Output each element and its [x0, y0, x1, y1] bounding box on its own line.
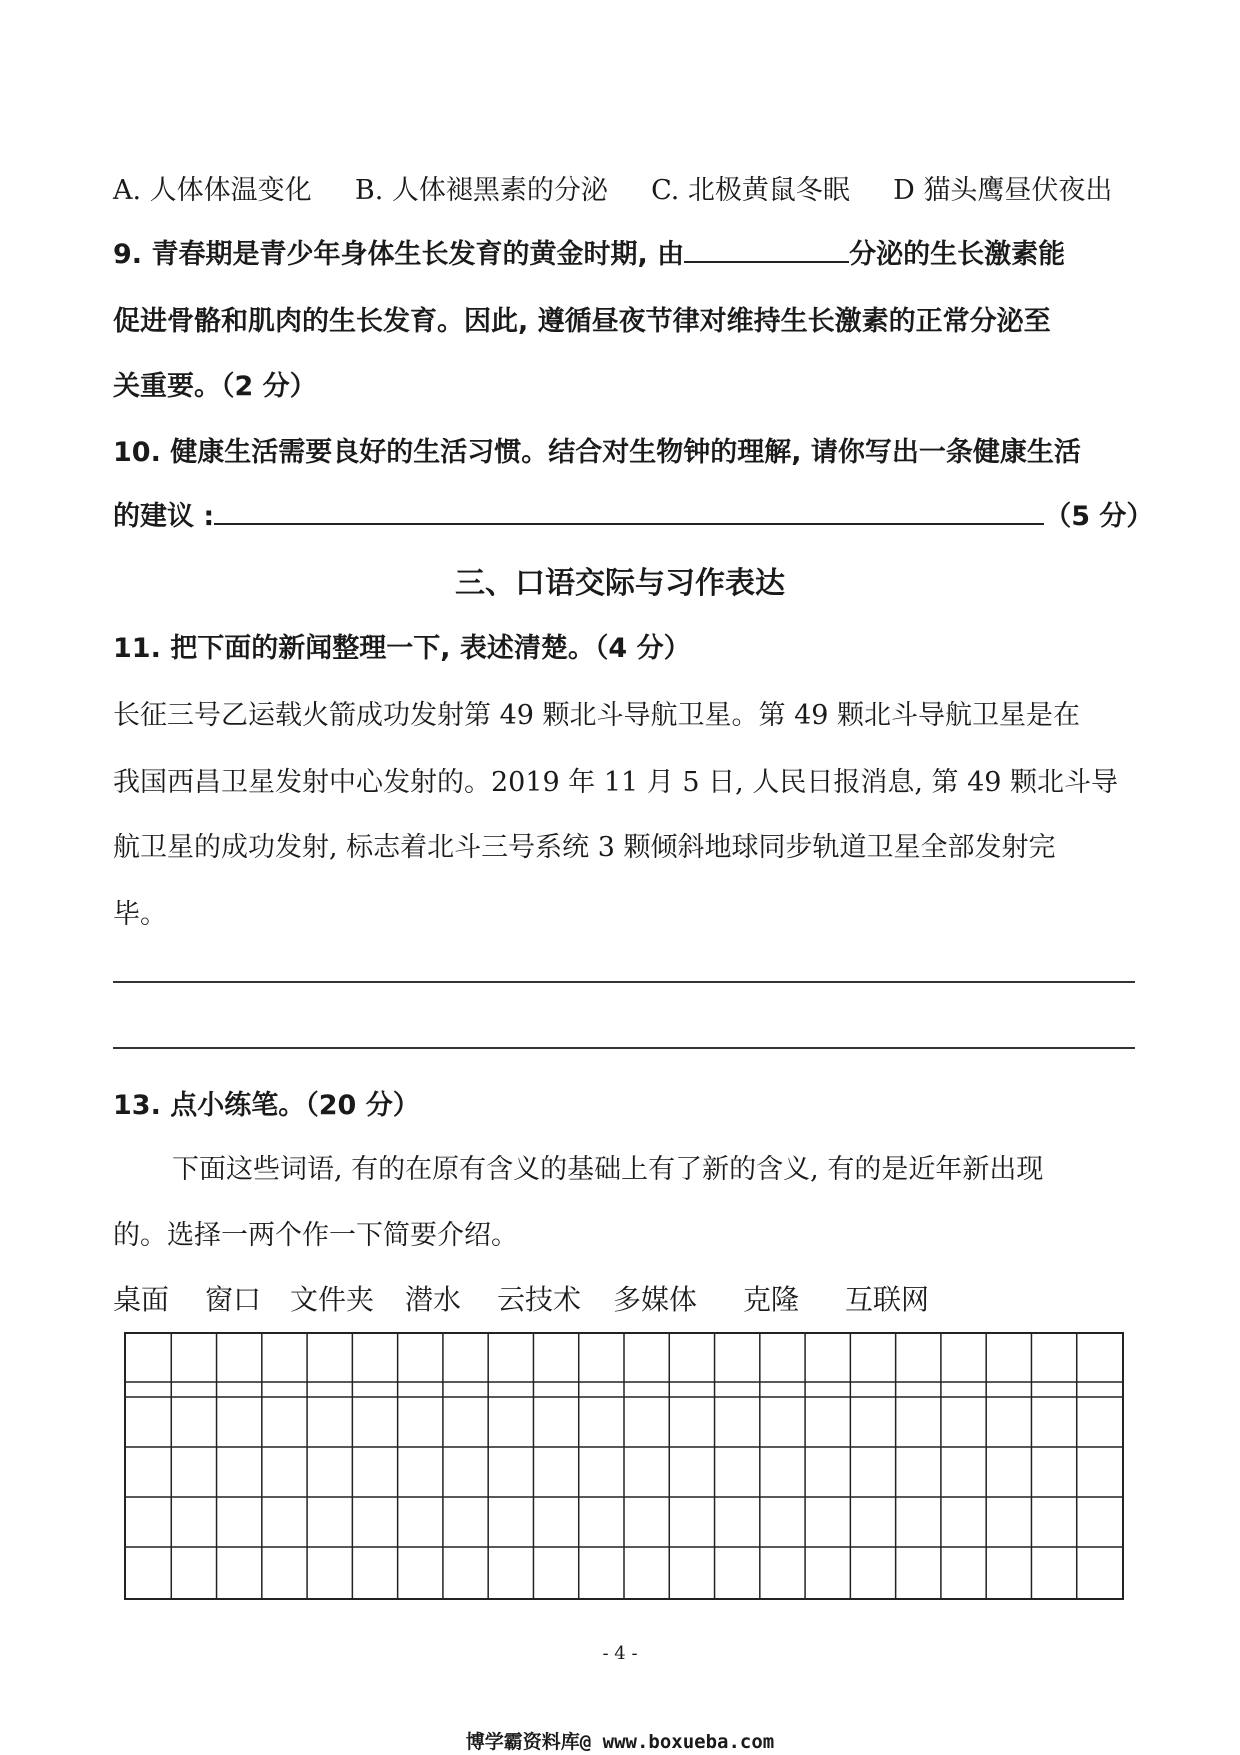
q13-instruction-line1: 下面这些词语, 有的在原有含义的基础上有了新的含义, 有的是近年新出现: [172, 1154, 1044, 1185]
q10-text-pre: 的建议 :: [113, 501, 215, 532]
word-item: 潜水: [405, 1283, 462, 1316]
word-item: 多媒体: [613, 1283, 698, 1316]
q11-passage-line1: 长征三号乙运载火箭成功发射第 49 颗北斗导航卫星。第 49 颗北斗导航卫星是在: [113, 700, 1081, 731]
answer-line-2[interactable]: [113, 1047, 1135, 1049]
word-item: 云技术: [497, 1283, 582, 1316]
q13-instruction-line2: 的。选择一两个作一下简要介绍。: [113, 1220, 518, 1251]
footer-watermark: 博学霸资料库@ www.boxueba.com: [465, 1731, 775, 1753]
q11-passage-line4: 毕。: [113, 899, 167, 930]
q9-line1: [113, 232, 1065, 271]
q10-answer-blank[interactable]: [214, 522, 1044, 525]
word-item: 文件夹: [290, 1283, 375, 1316]
q8-option-d: D 猫头鹰昼伏夜出: [893, 175, 1113, 206]
answer-line-1[interactable]: [113, 981, 1135, 983]
q9-line3: 关重要。（2 分）: [113, 371, 317, 402]
q10-points: （5 分）: [1044, 501, 1154, 532]
q11-passage-line2: 我国西昌卫星发射中心发射的。2019 年 11 月 5 日, 人民日报消息, 第 49 颗北斗导: [113, 767, 1119, 798]
q9-line2: 促进骨骼和肌肉的生长发育。因此, 遵循昼夜节律对维持生长激素的正常分泌至: [113, 306, 1051, 337]
q8-options: [113, 168, 1112, 207]
q8-option-a: A. 人体体温变化: [113, 175, 312, 206]
q8-option-b: B. 人体褪黑素的分泌: [354, 175, 608, 206]
section-title: 三、口语交际与习作表达: [455, 566, 785, 601]
q9-text-post: 分泌的生长激素能: [849, 239, 1066, 270]
word-item: 克隆: [743, 1283, 800, 1316]
writing-grid[interactable]: [124, 1332, 1124, 1600]
word-item: 桌面: [113, 1283, 170, 1316]
word-item: 窗口: [205, 1283, 262, 1316]
q11-prompt: 11. 把下面的新闻整理一下, 表述清楚。（4 分）: [113, 633, 691, 664]
q10-line2: [113, 494, 1153, 533]
q8-option-c: C. 北极黄鼠冬眠: [651, 175, 850, 206]
q9-text-pre: 9. 青春期是青少年身体生长发育的黄金时期, 由: [113, 239, 685, 270]
word-item: 互联网: [845, 1283, 930, 1316]
q10-line1: 10. 健康生活需要良好的生活习惯。结合对生物钟的理解, 请你写出一条健康生活: [113, 437, 1081, 468]
writing-grid-lines: [126, 1334, 1122, 1598]
q11-passage-line3: 航卫星的成功发射, 标志着北斗三号系统 3 颗倾斜地球同步轨道卫星全部发射完: [113, 832, 1056, 863]
page-number: - 4 -: [602, 1643, 638, 1664]
q13-prompt: 13. 点小练笔。（20 分）: [113, 1090, 420, 1121]
q9-answer-blank[interactable]: [684, 260, 849, 263]
